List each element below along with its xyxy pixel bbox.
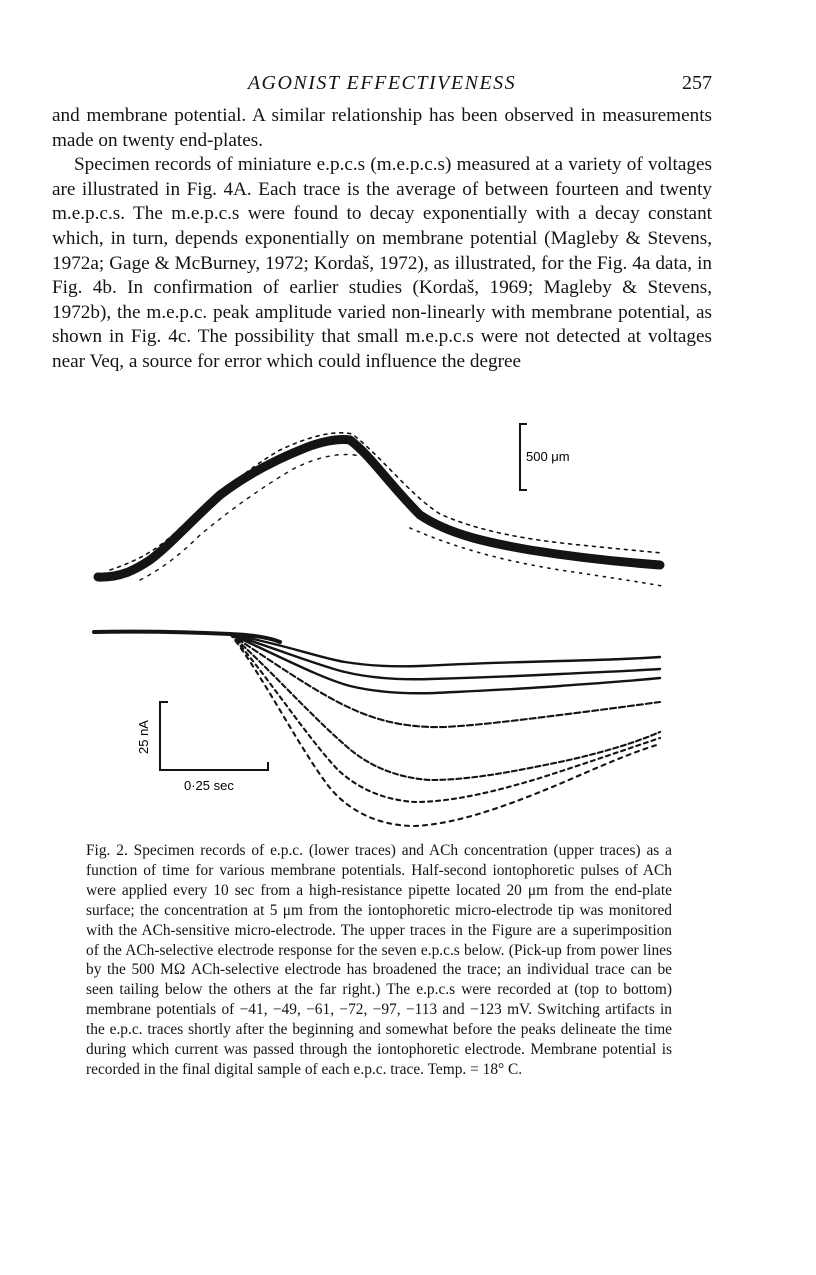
epc-trace-3	[230, 634, 660, 693]
paragraph-2: Specimen records of miniature e.p.c.s (m.e.p.c.s) measured at a variety of voltages are illustrated in Fig. 4A. Each trace is the average of between fourteen and twenty m.e.p.c.s. The m.e.p.c.s were found to decay exponentially with a decay constant which, in turn, depends exponentially on membrane potential (Magleby & Stevens, 1972a; Gage & McBurney, 1972; Kordaš, 1972), as illustrated, for the Fig. 4a data, in Fig. 4b. In confirmation of earlier studies (Kordaš, 1969; Magleby & Stevens, 1972b), the m.e.p.c. peak amplitude varied non-linearly with membrane potential, as shown in Fig. 4c. The possibility that small m.e.p.c.s were not detected at voltages near Veq, a source for error which could influence the degree	[52, 154, 712, 372]
ach-trace-band	[98, 439, 660, 577]
epc-trace-2	[230, 634, 660, 679]
ach-trace-edge-upper	[110, 433, 662, 570]
epc-trace-1	[230, 634, 660, 666]
body-text	[52, 104, 712, 375]
epc-traces	[94, 632, 660, 826]
epc-trace-4	[230, 634, 660, 727]
ach-trace-tail-lower	[410, 528, 662, 586]
ach-concentration-traces	[98, 433, 662, 586]
paragraph-1: and membrane potential. A similar relationship has been observed in measurements made on twenty end-plates.	[52, 105, 712, 151]
running-head: AGONIST EFFECTIVENESS	[247, 72, 517, 94]
figure-caption: Fig. 2. Specimen records of e.p.c. (lower traces) and ACh concentration (upper traces) as a function of time for various membrane potentials. Half-second iontophoretic pulses of ACh were applied every 10 sec from a high-resistance pipette located 20 μm from the end-plate surface; the concentration at 5 μm from the iontophoretic micro-electrode tip was monitored with the ACh-sensitive micro-electrode. The upper traces in the Figure are a superimposition of the ACh-selective electrode response for the seven e.p.c.s below. (Pick-up from power lines by the 500 MΩ ACh-selective electrode has broadened the trace; an individual trace can be seen tailing below the others at the far right.) The e.p.c.s were recorded at (top to bottom) membrane potentials of −41, −49, −61, −72, −97, −113 and −123 mV. Switching artifacts in the e.p.c. traces shortly after the beginning and somewhat before the peaks delineate the time during which current was passed through the iontophoretic electrode. Membrane potential is recorded in the final digital sample of each e.p.c. trace. Temp. = 18° C.	[86, 842, 672, 1078]
page-number: 257	[682, 72, 712, 94]
lower-scale-vertical	[160, 702, 268, 770]
lower-scale-bar	[160, 702, 268, 770]
figure-2-plot	[80, 410, 680, 840]
lower-scale-label-horizontal: 0·25 sec	[184, 778, 234, 793]
lower-scale-label-vertical: 25 nA	[136, 720, 151, 754]
page-header	[52, 72, 712, 100]
upper-scale-label: 500 μm	[526, 449, 570, 464]
figure-2	[80, 410, 680, 840]
